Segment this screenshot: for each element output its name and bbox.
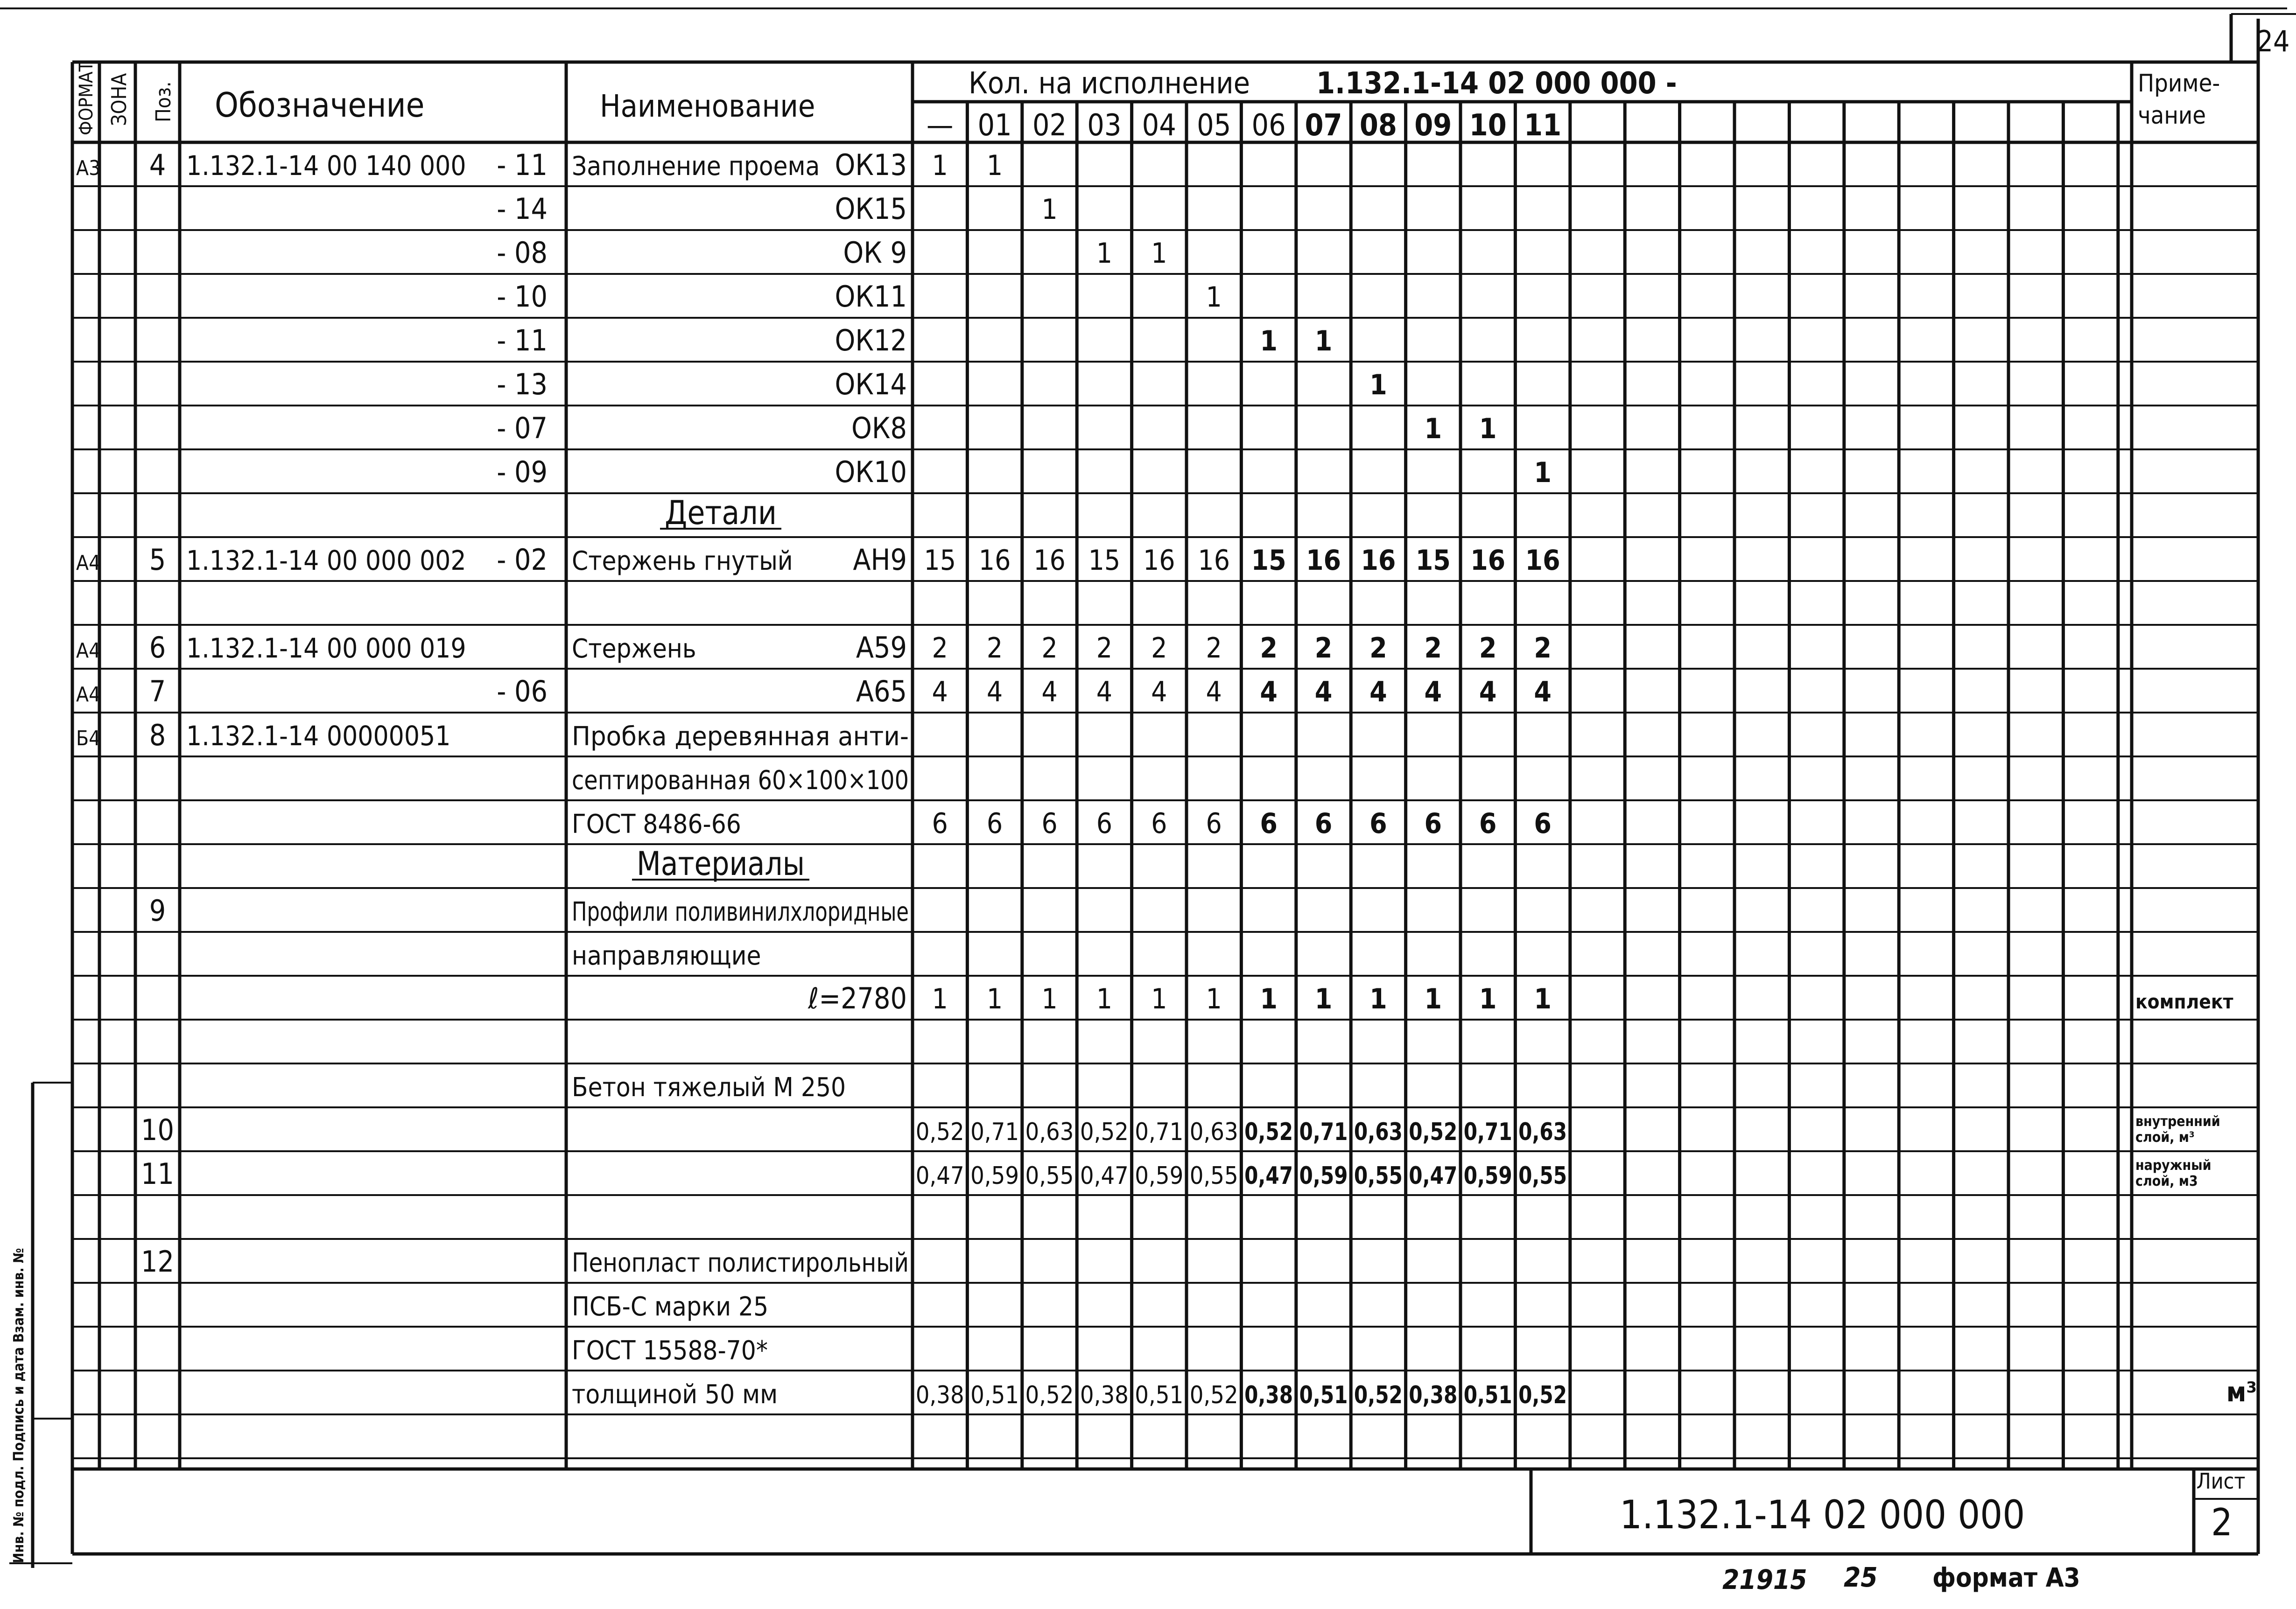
qty-cell: 0,51	[1135, 1381, 1184, 1409]
pos-cell: 6	[149, 630, 166, 665]
table-row	[497, 411, 1496, 445]
name-cell: Стержень	[572, 634, 696, 664]
qty-cell: 1	[1260, 325, 1278, 357]
qty-cell: 1	[1096, 237, 1113, 270]
page-number: 24	[2256, 24, 2290, 58]
name-right-cell: ОК12	[835, 323, 907, 357]
qty-cell: 0,47	[1080, 1162, 1129, 1190]
section-row	[632, 845, 809, 883]
name-cell: ПСБ-С марки 25	[572, 1292, 769, 1322]
qty-cell: 6	[1260, 807, 1278, 840]
footer-number: 25	[1844, 1561, 1878, 1593]
qty-cell: 1	[1424, 983, 1442, 1015]
qty-cell: 4	[1260, 676, 1278, 708]
table-row	[572, 1292, 768, 1322]
table-grid	[0, 8, 2296, 1568]
qty-cell: 6	[1424, 807, 1442, 840]
table-row	[497, 455, 1552, 489]
qty-cell: 0,51	[1463, 1381, 1512, 1409]
qty-cell: 0,38	[1080, 1381, 1129, 1409]
note-cell: комплект	[2135, 990, 2233, 1013]
qty-cell: 0,55	[1025, 1162, 1074, 1190]
name-cell: Бетон тяжелый М 250	[572, 1072, 846, 1103]
variant-header-6: 06	[1251, 108, 1286, 143]
qty-cell: 16	[978, 544, 1011, 577]
pos-cell: 11	[141, 1157, 174, 1191]
qty-cell: 1	[986, 983, 1003, 1015]
pos-cell: 7	[149, 674, 166, 708]
name-cell: Заполнение проема	[572, 151, 820, 182]
section-row	[660, 494, 781, 532]
name-cell: толщиной 50 мм	[572, 1379, 778, 1410]
variant-header-1: 01	[977, 108, 1012, 143]
qty-cell: 6	[986, 807, 1003, 840]
variant-header-7: 07	[1305, 108, 1342, 143]
footer	[1722, 1561, 2080, 1595]
qty-cell: 2	[1096, 632, 1113, 665]
variant-header-9: 09	[1414, 108, 1452, 143]
qty-cell: 16	[1470, 544, 1506, 577]
format-cell: А4	[76, 551, 101, 575]
qty-cell: 4	[1151, 676, 1167, 708]
qty-cell: 0,52	[1189, 1381, 1238, 1409]
designation-cell: 1.132.1-14 00000051	[186, 720, 451, 752]
qty-cell: 16	[1306, 544, 1341, 577]
name-right-cell: А59	[856, 630, 907, 665]
name-right-cell: А65	[856, 674, 907, 708]
designation-suffix-cell: - 11	[497, 323, 548, 357]
qty-cell: 2	[1479, 632, 1497, 665]
qty-cell: 1	[1206, 281, 1222, 314]
qty-cell: 0,52	[1409, 1118, 1458, 1146]
format-label: формат А3	[1932, 1563, 2080, 1593]
header-designation: Обозначение	[215, 85, 425, 125]
qty-cell: 1	[986, 149, 1003, 182]
qty-cell: 1	[1151, 237, 1167, 270]
table-row	[497, 236, 1167, 270]
designation-suffix-cell: - 08	[497, 236, 548, 270]
qty-cell: 1	[932, 149, 948, 182]
qty-cell: 1	[1151, 983, 1167, 1015]
header-qty-title: Кол. на исполнение	[969, 66, 1250, 101]
qty-cell: 0,71	[970, 1118, 1019, 1146]
designation-suffix-cell: - 11	[497, 148, 548, 182]
header-format: ФОРМАТ	[76, 61, 97, 135]
qty-cell: 1	[1314, 325, 1333, 357]
table-row	[497, 192, 1057, 226]
format-cell: Б4	[76, 727, 101, 750]
table-row	[76, 718, 909, 752]
qty-cell: 0,71	[1135, 1118, 1184, 1146]
table-row	[572, 1376, 2257, 1410]
qty-cell: 6	[1369, 807, 1387, 840]
qty-cell: 1	[1260, 983, 1278, 1015]
qty-cell: 0,38	[1244, 1381, 1293, 1409]
section-title: Материалы	[637, 845, 805, 883]
qty-cell: 4	[1314, 676, 1333, 708]
qty-cell: 6	[1041, 807, 1058, 840]
header-pos: Поз.	[152, 81, 176, 122]
qty-cell: 4	[1041, 676, 1058, 708]
table-row	[149, 894, 909, 928]
qty-cell: 0,71	[1463, 1118, 1512, 1146]
pos-cell: 4	[149, 148, 166, 182]
name-right-cell: ℓ=2780	[808, 981, 907, 1015]
name-right-cell: ОК13	[835, 148, 907, 182]
qty-cell: 0,55	[1189, 1162, 1238, 1190]
designation-suffix-cell: - 09	[497, 455, 548, 489]
qty-cell: 0,52	[1518, 1381, 1567, 1409]
qty-cell: 6	[1206, 807, 1222, 840]
header-note-line1: Приме-	[2138, 70, 2220, 98]
qty-cell: 4	[1096, 676, 1113, 708]
name-right-cell: ОК 9	[843, 236, 907, 270]
variant-header-11: 11	[1524, 108, 1562, 143]
pos-cell: 5	[149, 543, 166, 577]
name-right-cell: ОК14	[835, 367, 907, 401]
qty-cell: 0,59	[1463, 1162, 1512, 1190]
name-cell: направляющие	[572, 941, 761, 971]
page-number-box	[2257, 24, 2290, 58]
qty-cell: 2	[1534, 632, 1552, 665]
table-row	[76, 543, 1560, 577]
qty-cell: 0,52	[915, 1118, 964, 1146]
designation-suffix-cell: - 14	[497, 192, 548, 226]
qty-cell: 6	[1534, 807, 1552, 840]
qty-cell: 4	[932, 676, 948, 708]
table-row	[497, 280, 1222, 314]
note-cell-line1: внутренний	[2135, 1113, 2220, 1130]
qty-cell: 0,59	[970, 1162, 1019, 1190]
qty-cell: 2	[1151, 632, 1167, 665]
qty-cell: 1	[1096, 983, 1113, 1015]
table-row	[572, 1072, 846, 1103]
section-title: Детали	[665, 494, 777, 532]
name-right-cell: АН9	[853, 543, 907, 577]
qty-cell: 0,51	[970, 1381, 1019, 1409]
name-cell: Пенопласт полистирольный	[572, 1248, 909, 1278]
qty-cell: 2	[1314, 632, 1333, 665]
qty-cell: 1	[1479, 413, 1497, 445]
designation-cell: 1.132.1-14 00 000 019	[186, 632, 466, 664]
designation-suffix-cell: - 02	[497, 543, 548, 577]
table-row	[497, 367, 1387, 401]
designation-cell: 1.132.1-14 00 140 000	[186, 150, 466, 182]
name-right-cell: ОК8	[851, 411, 907, 445]
sheet-label: Лист	[2196, 1469, 2246, 1494]
qty-cell: 2	[932, 632, 948, 665]
pos-cell: 9	[149, 894, 166, 928]
qty-cell: 4	[1424, 676, 1442, 708]
qty-cell: 1	[1041, 193, 1058, 226]
qty-cell: 1	[1534, 983, 1552, 1015]
qty-cell: 0,63	[1518, 1118, 1567, 1146]
qty-cell: 1	[1534, 456, 1552, 489]
format-cell: А4	[76, 683, 101, 707]
header-note-line2: чание	[2138, 102, 2206, 130]
qty-cell: 15	[1251, 544, 1286, 577]
variant-header-4: 04	[1142, 108, 1176, 143]
qty-cell: 0,63	[1025, 1118, 1074, 1146]
qty-cell: 2	[1424, 632, 1442, 665]
table-row	[572, 1336, 768, 1366]
table-row	[76, 674, 1552, 708]
document-code: 1.132.1-14 02 000 000	[1620, 1492, 2025, 1538]
pos-cell: 12	[141, 1245, 174, 1279]
qty-cell: 2	[1206, 632, 1222, 665]
format-cell: А4	[76, 639, 101, 663]
qty-cell: 15	[924, 544, 956, 577]
qty-cell: 1	[1314, 983, 1333, 1015]
designation-suffix-cell: - 13	[497, 367, 548, 401]
qty-cell: 1	[932, 983, 948, 1015]
name-cell: Профили поливинилхлоридные	[572, 897, 909, 927]
note-cell-line2: слой, м³	[2135, 1129, 2195, 1146]
qty-cell: 15	[1088, 544, 1121, 577]
qty-cell: 4	[1534, 676, 1552, 708]
qty-cell: 1	[1479, 983, 1497, 1015]
designation-suffix-cell: - 10	[497, 280, 548, 314]
qty-cell: 0,38	[915, 1381, 964, 1409]
qty-cell: 0,59	[1135, 1162, 1184, 1190]
qty-cell: 6	[1314, 807, 1333, 840]
qty-cell: 0,55	[1518, 1162, 1567, 1190]
qty-cell: 1	[1206, 983, 1222, 1015]
qty-cell: 1	[1424, 413, 1442, 445]
header-name: Наименование	[600, 88, 815, 124]
designation-suffix-cell: - 07	[497, 411, 548, 445]
format-cell: А3	[76, 156, 101, 180]
variant-header-10: 10	[1469, 108, 1507, 143]
qty-cell: 0,71	[1299, 1118, 1348, 1146]
variant-header-0: —	[926, 108, 954, 143]
qty-cell: 0,52	[1244, 1118, 1293, 1146]
qty-cell: 0,51	[1299, 1381, 1348, 1409]
note-cell: м³	[2226, 1376, 2257, 1408]
qty-cell: 1	[1369, 983, 1387, 1015]
qty-cell: 2	[1369, 632, 1387, 665]
table-row	[76, 630, 1552, 665]
qty-cell: 6	[932, 807, 948, 840]
qty-cell: 16	[1033, 544, 1066, 577]
table-row	[497, 323, 1332, 357]
designation-suffix-cell: - 06	[497, 674, 548, 708]
qty-cell: 16	[1143, 544, 1175, 577]
qty-cell: 6	[1479, 807, 1497, 840]
table-row	[572, 941, 761, 971]
table-row	[76, 148, 1003, 182]
qty-cell: 4	[1369, 676, 1387, 708]
qty-cell: 0,47	[915, 1162, 964, 1190]
qty-cell: 6	[1151, 807, 1167, 840]
qty-cell: 2	[1041, 632, 1058, 665]
note-cell-line1: наружный	[2135, 1157, 2212, 1174]
qty-cell: 0,55	[1354, 1162, 1403, 1190]
qty-cell: 0,52	[1025, 1381, 1074, 1409]
qty-cell: 6	[1096, 807, 1113, 840]
qty-cell: 4	[1206, 676, 1222, 708]
header-qty-code: 1.132.1-14 02 000 000 -	[1316, 66, 1677, 101]
qty-cell: 15	[1415, 544, 1451, 577]
qty-cell: 2	[1260, 632, 1278, 665]
variant-header-3: 03	[1087, 108, 1122, 143]
qty-cell: 0,59	[1299, 1162, 1348, 1190]
qty-cell: 2	[986, 632, 1003, 665]
name-right-cell: ОК10	[835, 455, 907, 489]
table-body	[76, 148, 2257, 1410]
table-row	[141, 1245, 909, 1279]
table-row	[572, 765, 909, 796]
qty-cell: 1	[1369, 369, 1387, 401]
variant-header-8: 08	[1359, 108, 1397, 143]
qty-cell: 4	[986, 676, 1003, 708]
qty-cell: 0,52	[1080, 1118, 1129, 1146]
qty-cell: 16	[1198, 544, 1230, 577]
qty-cell: 4	[1479, 676, 1497, 708]
header-zone: ЗОНА	[107, 73, 131, 126]
name-cell: ГОСТ 15588-70*	[572, 1336, 768, 1366]
name-cell: Пробка деревянная анти-	[572, 721, 909, 752]
variant-header-2: 02	[1032, 108, 1067, 143]
variant-header-5: 05	[1197, 108, 1231, 143]
qty-cell: 0,63	[1189, 1118, 1238, 1146]
pos-cell: 8	[149, 718, 166, 752]
pos-cell: 10	[141, 1113, 174, 1147]
sheet-number: 2	[2211, 1501, 2233, 1544]
qty-cell: 16	[1361, 544, 1396, 577]
note-cell-line2: слой, м3	[2135, 1173, 2198, 1189]
inventory-number: 21915	[1722, 1564, 1807, 1595]
name-right-cell: ОК15	[835, 192, 907, 226]
qty-cell: 0,52	[1354, 1381, 1403, 1409]
name-cell: ГОСТ 8486-66	[572, 809, 741, 839]
table-row	[141, 1157, 2212, 1191]
qty-cell: 1	[1041, 983, 1058, 1015]
qty-cell: 16	[1525, 544, 1560, 577]
side-margin-text: Инв. № подл. Подпись и дата Взам. инв. №	[11, 1248, 27, 1563]
name-cell: септированная 60×100×100	[572, 765, 909, 796]
qty-cell: 0,47	[1409, 1162, 1458, 1190]
designation-cell: 1.132.1-14 00 000 002	[186, 545, 466, 576]
name-cell: Стержень гнутый	[572, 546, 793, 576]
table-row	[141, 1113, 2220, 1147]
title-block	[1620, 1469, 2245, 1544]
qty-cell: 0,47	[1244, 1162, 1293, 1190]
name-right-cell: ОК11	[835, 280, 907, 314]
qty-cell: 0,63	[1354, 1118, 1403, 1146]
qty-cell: 0,38	[1409, 1381, 1458, 1409]
